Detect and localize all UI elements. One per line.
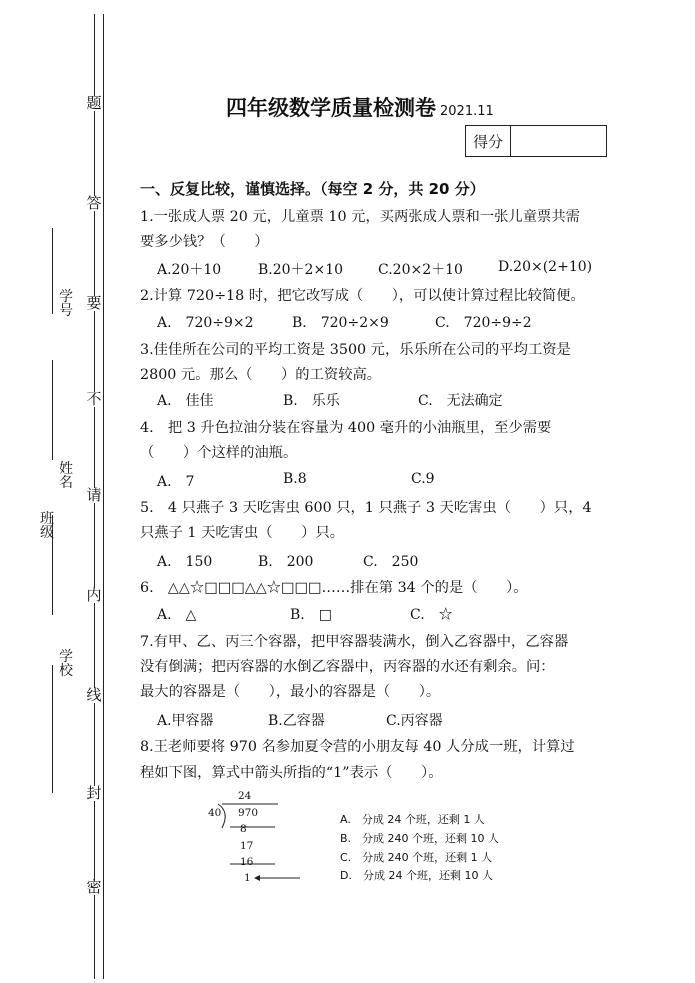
question-1-option-a[interactable]: A.20＋10 [157,262,222,278]
name-label: 姓名 [59,461,73,491]
long-division-figure [200,790,540,890]
school-label: 学校 [59,649,73,679]
question-6-option-b[interactable]: B. □ [290,607,332,623]
seal-char-yao: 要 [86,294,102,312]
seal-char-nei: 内 [86,586,102,604]
section-heading: 一、反复比较，谨慎选择。（每空 2 分，共 20 分） [140,180,485,198]
division-option-d[interactable]: D. 分成 24 个班，还剩 10 人 [340,869,493,882]
division-option-a[interactable]: A. 分成 24 个班，还剩 1 人 [340,813,485,826]
question-6-option-c[interactable]: C. ☆ [410,607,453,623]
question-3-line-2: 2800 元。那么（ ）的工资较高。 [140,367,382,383]
division-step-2: 17 [240,840,254,852]
question-7-option-a[interactable]: A.甲容器 [157,713,214,729]
division-step-3: 16 [240,856,254,868]
seal-char-ti: 题 [86,94,102,112]
question-4-line-2: （ ）个这样的油瓶。 [140,445,298,461]
question-3-option-a[interactable]: A. 佳佳 [157,393,214,409]
division-step-1: 8 [240,823,247,835]
question-2-option-c[interactable]: C. 720÷9÷2 [435,315,532,331]
name-blank[interactable] [52,360,53,460]
question-4-option-c[interactable]: C.9 [411,471,435,487]
question-1-option-d[interactable]: D.20×(2+10) [498,259,593,275]
seal-char-bu: 不 [86,390,102,408]
question-4-line-1: 4. 把 3 升色拉油分装在容量为 400 毫升的小油瓶里，至少需要 [140,420,552,436]
question-1-option-b[interactable]: B.20＋2×10 [258,262,344,278]
question-6-option-a[interactable]: A. △ [157,607,197,623]
question-1-option-c[interactable]: C.20×2＋10 [378,262,463,278]
question-4-option-b[interactable]: B.8 [283,471,307,487]
seal-char-feng: 封 [86,784,102,802]
division-divisor: 40 [208,807,222,819]
question-1-line-1: 1.一张成人票 20 元，儿童票 10 元，买两张成人票和一张儿童票共需 [140,209,580,225]
question-7-option-b[interactable]: B.乙容器 [268,713,325,729]
score-field[interactable] [511,126,606,156]
question-7-line-3: 最大的容器是（ ），最小的容器是（ ）。 [140,684,441,700]
school-blank[interactable] [52,665,53,793]
question-5-option-a[interactable]: A. 150 [157,554,213,570]
question-5-option-b[interactable]: B. 200 [258,554,314,570]
question-3-line-1: 3.佳佳所在公司的平均工资是 3500 元，乐乐所在公司的平均工资是 [140,342,571,358]
student-no-blank[interactable] [52,228,53,314]
question-2-line-1: 2.计算 720÷18 时，把它改写成（ ），可以使计算过程比较简便。 [140,288,585,304]
question-3-option-c[interactable]: C. 无法确定 [418,393,503,409]
question-4-option-a[interactable]: A. 7 [157,474,195,490]
seal-char-qing: 请 [86,486,102,504]
seal-char-xian: 线 [86,686,102,704]
division-option-c[interactable]: C. 分成 240 个班，还剩 1 人 [340,851,493,864]
margin-line-right [103,14,104,979]
division-quotient: 24 [238,790,252,802]
seal-char-da: 答 [86,194,102,212]
question-5-line-1: 5. 4 只燕子 3 天吃害虫 600 只，1 只燕子 3 天吃害虫（ ）只，4 [140,500,592,516]
exam-date: 2021.11 [440,104,494,119]
division-option-b[interactable]: B. 分成 240 个班，还剩 10 人 [340,832,500,845]
exam-title-text: 四年级数学质量检测卷 [226,96,436,120]
question-1-line-2: 要多少钱？（ ） [140,234,269,250]
question-8-line-2: 程如下图，算式中箭头所指的“1”表示（ ）。 [140,765,443,781]
question-5-line-2: 只燕子 1 天吃害虫（ ）只。 [140,525,345,541]
division-dividend: 970 [238,807,259,819]
score-box [465,125,607,157]
student-no-label: 学号 [59,289,73,319]
score-label: 得分 [466,126,511,156]
exam-title [226,92,494,122]
question-3-option-b[interactable]: B. 乐乐 [283,393,340,409]
question-7-line-1: 7.有甲、乙、丙三个容器，把甲容器装满水，倒入乙容器中，乙容器 [140,634,569,650]
division-remainder: 1 [244,872,251,884]
question-2-option-a[interactable]: A. 720÷9×2 [157,315,254,331]
question-7-line-2: 没有倒满；把丙容器的水倒乙容器中，丙容器的水还有剩余。问： [140,659,555,675]
class-label: 班级 [40,511,54,541]
question-6-line-1: 6. △△☆□□□△△☆□□□……排在第 34 个的是（ ）。 [140,580,528,596]
question-8-line-1: 8.王老师要将 970 名参加夏令营的小朋友每 40 人分成一班，计算过 [140,739,575,755]
seal-char-mi: 密 [86,878,102,896]
question-5-option-c[interactable]: C. 250 [363,554,419,570]
question-2-option-b[interactable]: B. 720÷2×9 [292,315,389,331]
question-7-option-c[interactable]: C.丙容器 [386,713,443,729]
